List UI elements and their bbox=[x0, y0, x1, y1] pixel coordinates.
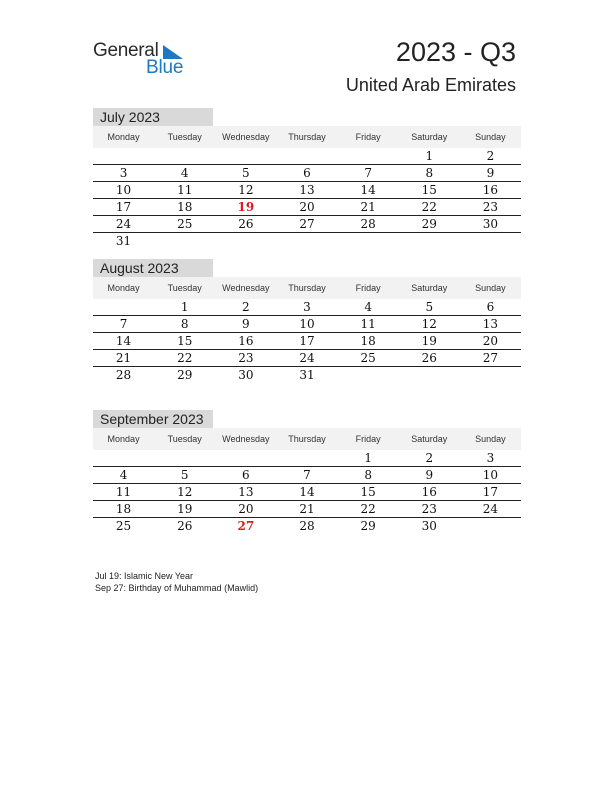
day-cell: 11 bbox=[93, 484, 154, 501]
weekday-label: Monday bbox=[93, 126, 154, 148]
day-cell: 30 bbox=[421, 519, 437, 533]
generalblue-logo bbox=[93, 40, 193, 80]
day-cell: 7 bbox=[338, 165, 399, 182]
week-row bbox=[93, 216, 521, 233]
day-cell: 15 bbox=[338, 484, 399, 501]
day-cell: 10 bbox=[276, 316, 337, 333]
week-row bbox=[93, 316, 521, 333]
week-row bbox=[93, 518, 521, 535]
month-title: September 2023 bbox=[93, 410, 213, 428]
day-cell: 31 bbox=[115, 234, 132, 248]
weekday-label: Wednesday bbox=[215, 126, 276, 148]
month-title: July 2023 bbox=[93, 108, 213, 126]
weekday-label: Tuesday bbox=[154, 277, 215, 299]
weekday-label: Thursday bbox=[276, 428, 337, 450]
empty-day-cell bbox=[154, 148, 215, 165]
day-cell: 25 bbox=[115, 519, 132, 533]
weekday-header-row bbox=[93, 428, 521, 450]
week-row bbox=[93, 182, 521, 199]
day-cell: 5 bbox=[215, 165, 276, 182]
day-cell: 27 bbox=[237, 519, 255, 533]
week-row bbox=[93, 148, 521, 165]
day-cell: 27 bbox=[460, 350, 521, 367]
week-row bbox=[93, 299, 521, 316]
day-cell: 1 bbox=[338, 450, 399, 467]
day-cell: 25 bbox=[154, 216, 215, 233]
weekday-label: Thursday bbox=[276, 126, 337, 148]
day-cell: 6 bbox=[276, 165, 337, 182]
empty-day-cell bbox=[276, 233, 337, 250]
day-cell: 24 bbox=[93, 216, 154, 233]
day-cell: 12 bbox=[154, 484, 215, 501]
day-cell: 4 bbox=[154, 165, 215, 182]
day-cell: 18 bbox=[338, 333, 399, 350]
day-cell: 4 bbox=[93, 467, 154, 484]
day-cell: 26 bbox=[215, 216, 276, 233]
week-row bbox=[93, 484, 521, 501]
weekday-label: Friday bbox=[338, 428, 399, 450]
empty-day-cell bbox=[93, 450, 154, 467]
month-july bbox=[93, 108, 521, 249]
week-row bbox=[93, 450, 521, 467]
empty-day-cell bbox=[460, 367, 521, 384]
day-cell: 1 bbox=[154, 299, 215, 316]
day-cell: 10 bbox=[93, 182, 154, 199]
day-cell: 27 bbox=[276, 216, 337, 233]
month-august bbox=[93, 259, 521, 383]
day-cell: 24 bbox=[460, 501, 521, 518]
country-name: United Arab Emirates bbox=[345, 75, 516, 95]
weekday-label: Saturday bbox=[399, 277, 460, 299]
day-cell: 23 bbox=[215, 350, 276, 367]
day-cell: 26 bbox=[177, 519, 193, 533]
day-cell: 20 bbox=[276, 199, 337, 216]
day-cell: 23 bbox=[399, 501, 460, 518]
holiday-note: Sep 27: Birthday of Muhammad (Mawlid) bbox=[95, 583, 259, 593]
day-cell: 15 bbox=[154, 333, 215, 350]
week-row bbox=[93, 233, 521, 250]
empty-day-cell bbox=[276, 450, 337, 467]
weekday-label: Saturday bbox=[399, 126, 460, 148]
day-cell: 12 bbox=[399, 316, 460, 333]
day-cell: 17 bbox=[276, 333, 337, 350]
day-cell: 17 bbox=[460, 484, 521, 501]
calendar-table bbox=[93, 277, 521, 383]
day-cell: 20 bbox=[215, 501, 276, 518]
weekday-label: Sunday bbox=[460, 126, 521, 148]
day-cell: 4 bbox=[338, 299, 399, 316]
day-cell: 9 bbox=[215, 316, 276, 333]
weekday-header-row bbox=[93, 126, 521, 148]
week-row bbox=[93, 350, 521, 367]
month-title: August 2023 bbox=[93, 259, 213, 277]
day-cell: 9 bbox=[399, 467, 460, 484]
day-cell: 29 bbox=[360, 519, 376, 533]
day-cell: 6 bbox=[460, 299, 521, 316]
day-cell: 8 bbox=[399, 165, 460, 182]
weekday-label: Wednesday bbox=[215, 428, 276, 450]
day-cell: 13 bbox=[215, 484, 276, 501]
week-row bbox=[93, 199, 521, 216]
weekday-label: Tuesday bbox=[154, 126, 215, 148]
day-cell: 3 bbox=[276, 299, 337, 316]
day-cell: 17 bbox=[93, 199, 154, 216]
day-cell: 2 bbox=[399, 450, 460, 467]
day-cell: 19 bbox=[154, 501, 215, 518]
weekday-label: Monday bbox=[93, 277, 154, 299]
day-cell: 19 bbox=[215, 199, 276, 216]
empty-day-cell bbox=[399, 233, 460, 250]
empty-day-cell bbox=[215, 233, 276, 250]
day-cell: 21 bbox=[338, 199, 399, 216]
day-cell: 5 bbox=[399, 299, 460, 316]
empty-day-cell bbox=[276, 148, 337, 165]
holiday-notes bbox=[95, 570, 258, 594]
week-row bbox=[93, 367, 521, 384]
day-cell: 8 bbox=[338, 467, 399, 484]
week-row bbox=[93, 467, 521, 484]
day-cell: 2 bbox=[215, 299, 276, 316]
holiday-note: Jul 19: Islamic New Year bbox=[95, 571, 194, 581]
day-cell: 11 bbox=[154, 182, 215, 199]
day-cell: 9 bbox=[460, 165, 521, 182]
logo-text-general: General bbox=[93, 40, 159, 61]
day-cell: 30 bbox=[238, 368, 254, 382]
empty-day-cell bbox=[154, 233, 215, 250]
day-cell: 6 bbox=[215, 467, 276, 484]
logo-text-blue: Blue bbox=[146, 57, 184, 78]
day-cell: 12 bbox=[215, 182, 276, 199]
weekday-header-row bbox=[93, 277, 521, 299]
empty-day-cell bbox=[215, 450, 276, 467]
day-cell: 24 bbox=[276, 350, 337, 367]
day-cell: 23 bbox=[460, 199, 521, 216]
day-cell: 21 bbox=[93, 350, 154, 367]
weekday-label: Wednesday bbox=[215, 277, 276, 299]
weekday-label: Tuesday bbox=[154, 428, 215, 450]
empty-day-cell bbox=[215, 148, 276, 165]
day-cell: 10 bbox=[460, 467, 521, 484]
calendar-table bbox=[93, 126, 521, 249]
day-cell: 3 bbox=[460, 450, 521, 467]
day-cell: 15 bbox=[399, 182, 460, 199]
weekday-label: Thursday bbox=[276, 277, 337, 299]
weekday-label: Sunday bbox=[460, 428, 521, 450]
empty-day-cell bbox=[460, 233, 521, 250]
empty-day-cell bbox=[399, 367, 460, 384]
day-cell: 29 bbox=[399, 216, 460, 233]
day-cell: 22 bbox=[154, 350, 215, 367]
calendar-table bbox=[93, 428, 521, 534]
day-cell: 22 bbox=[338, 501, 399, 518]
day-cell: 11 bbox=[338, 316, 399, 333]
weekday-label: Monday bbox=[93, 428, 154, 450]
weekday-label: Friday bbox=[338, 126, 399, 148]
day-cell: 5 bbox=[154, 467, 215, 484]
empty-day-cell bbox=[338, 367, 399, 384]
day-cell: 21 bbox=[276, 501, 337, 518]
empty-day-cell bbox=[338, 233, 399, 250]
day-cell: 28 bbox=[338, 216, 399, 233]
weekday-label: Saturday bbox=[399, 428, 460, 450]
day-cell: 8 bbox=[154, 316, 215, 333]
week-row bbox=[93, 501, 521, 518]
empty-day-cell bbox=[460, 518, 521, 535]
day-cell: 25 bbox=[338, 350, 399, 367]
day-cell: 13 bbox=[460, 316, 521, 333]
week-row bbox=[93, 333, 521, 350]
day-cell: 20 bbox=[460, 333, 521, 350]
weekday-label: Sunday bbox=[460, 277, 521, 299]
empty-day-cell bbox=[154, 450, 215, 467]
day-cell: 7 bbox=[93, 316, 154, 333]
day-cell: 18 bbox=[93, 501, 154, 518]
day-cell: 16 bbox=[215, 333, 276, 350]
day-cell: 28 bbox=[299, 519, 315, 533]
day-cell: 19 bbox=[399, 333, 460, 350]
day-cell: 14 bbox=[276, 484, 337, 501]
day-cell: 3 bbox=[93, 165, 154, 182]
day-cell: 31 bbox=[299, 368, 315, 382]
week-row bbox=[93, 165, 521, 182]
weekday-label: Friday bbox=[338, 277, 399, 299]
day-cell: 14 bbox=[338, 182, 399, 199]
empty-day-cell bbox=[93, 299, 154, 316]
day-cell: 14 bbox=[93, 333, 154, 350]
day-cell: 29 bbox=[177, 368, 193, 382]
page-title: 2023 - Q3 bbox=[395, 37, 516, 67]
day-cell: 7 bbox=[276, 467, 337, 484]
empty-day-cell bbox=[93, 148, 154, 165]
day-cell: 28 bbox=[115, 368, 132, 382]
day-cell: 13 bbox=[276, 182, 337, 199]
day-cell: 16 bbox=[460, 182, 521, 199]
day-cell: 22 bbox=[399, 199, 460, 216]
empty-day-cell bbox=[338, 148, 399, 165]
month-september bbox=[93, 410, 521, 534]
day-cell: 30 bbox=[460, 216, 521, 233]
day-cell: 26 bbox=[399, 350, 460, 367]
day-cell: 1 bbox=[399, 148, 460, 165]
day-cell: 16 bbox=[399, 484, 460, 501]
day-cell: 2 bbox=[460, 148, 521, 165]
day-cell: 18 bbox=[154, 199, 215, 216]
